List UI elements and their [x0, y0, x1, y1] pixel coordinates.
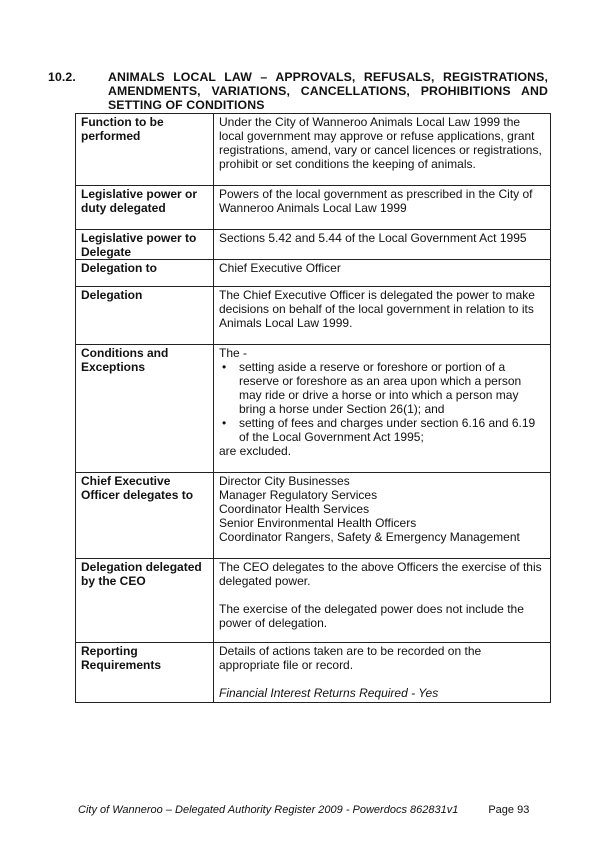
table-row [76, 559, 551, 643]
row-label: Function to be performed [76, 114, 214, 186]
section-title: ANIMALS LOCAL LAW – APPROVALS, REFUSALS, REGISTRATIONS, AMENDMENTS, VARIATIONS, CANCELLATIONS, PROHIBITIONS AND SETTING OF CONDITIONS [108, 70, 548, 112]
section-number: 10.2. [48, 70, 76, 84]
table-row [76, 473, 551, 559]
conditions-cell [214, 345, 551, 473]
row-value: Sections 5.42 and 5.44 of the Local Government Act 1995 [214, 230, 551, 260]
table-row [76, 260, 551, 287]
row-label: Reporting Requirements [76, 643, 214, 703]
row-value: Under the City of Wanneroo Animals Local Law 1999 the local government may approve or refuse applications, grant registrations, amend, vary or cancel licences or registrations, prohibit or set conditions the keeping of animals. [214, 114, 551, 186]
officer-item: Director City Businesses [219, 474, 350, 488]
table-row [76, 114, 551, 186]
delegated-by-ceo-cell [214, 559, 551, 643]
row-label: Legislative power to Delegate [76, 230, 214, 260]
paragraph: The exercise of the delegated power does not include the power of delegation. [219, 602, 524, 630]
row-value: Chief Executive Officer [214, 260, 551, 287]
footer-text: City of Wanneroo – Delegated Authority Register 2009 - Powerdocs 862831v1 [78, 804, 459, 816]
row-label: Delegation to [76, 260, 214, 287]
row-label: Delegation [76, 287, 214, 345]
list-item: • setting aside a reserve or foreshore or portion of a reserve or foreshore as an area upon which a person may ride or drive a horse or into which a person may bring a horse under Section 26(1); and [239, 360, 545, 416]
row-label: Delegation delegated by the CEO [76, 559, 214, 643]
officer-item: Coordinator Rangers, Safety & Emergency Management [219, 530, 520, 544]
officer-item: Senior Environmental Health Officers [219, 516, 417, 530]
paragraph: The CEO delegates to the above Officers the exercise of this delegated power. [219, 560, 542, 588]
page-number: Page 93 [488, 804, 530, 816]
table-row [76, 345, 551, 473]
delegation-table [75, 113, 551, 703]
table-row [76, 643, 551, 703]
row-value: The Chief Executive Officer is delegated the power to make decisions on behalf of the local government in relation to its Animals Local Law 1999. [214, 287, 551, 345]
table-row [76, 287, 551, 345]
officer-item: Manager Regulatory Services [219, 488, 378, 502]
page-footer [78, 804, 529, 816]
officers-cell [214, 473, 551, 559]
conditions-list [219, 360, 545, 444]
paragraph: Details of actions taken are to be recorded on the appropriate file or record. [219, 644, 482, 672]
section-heading [48, 70, 548, 112]
officer-item: Coordinator Health Services [219, 502, 370, 516]
reporting-cell [214, 643, 551, 703]
conditions-intro: The - [219, 346, 248, 360]
conditions-outro: are excluded. [219, 444, 292, 458]
row-label: Conditions and Exceptions [76, 345, 214, 473]
table-row [76, 186, 551, 230]
list-item: • setting of fees and charges under section 6.16 and 6.19 of the Local Government Act 1995; [239, 416, 545, 444]
row-value: Powers of the local government as prescribed in the City of Wanneroo Animals Local Law 1999 [214, 186, 551, 230]
financial-interest-note: Financial Interest Returns Required - Yes [219, 686, 439, 700]
table-row [76, 230, 551, 260]
row-label: Legislative power or duty delegated [76, 186, 214, 230]
row-label: Chief Executive Officer delegates to [76, 473, 214, 559]
